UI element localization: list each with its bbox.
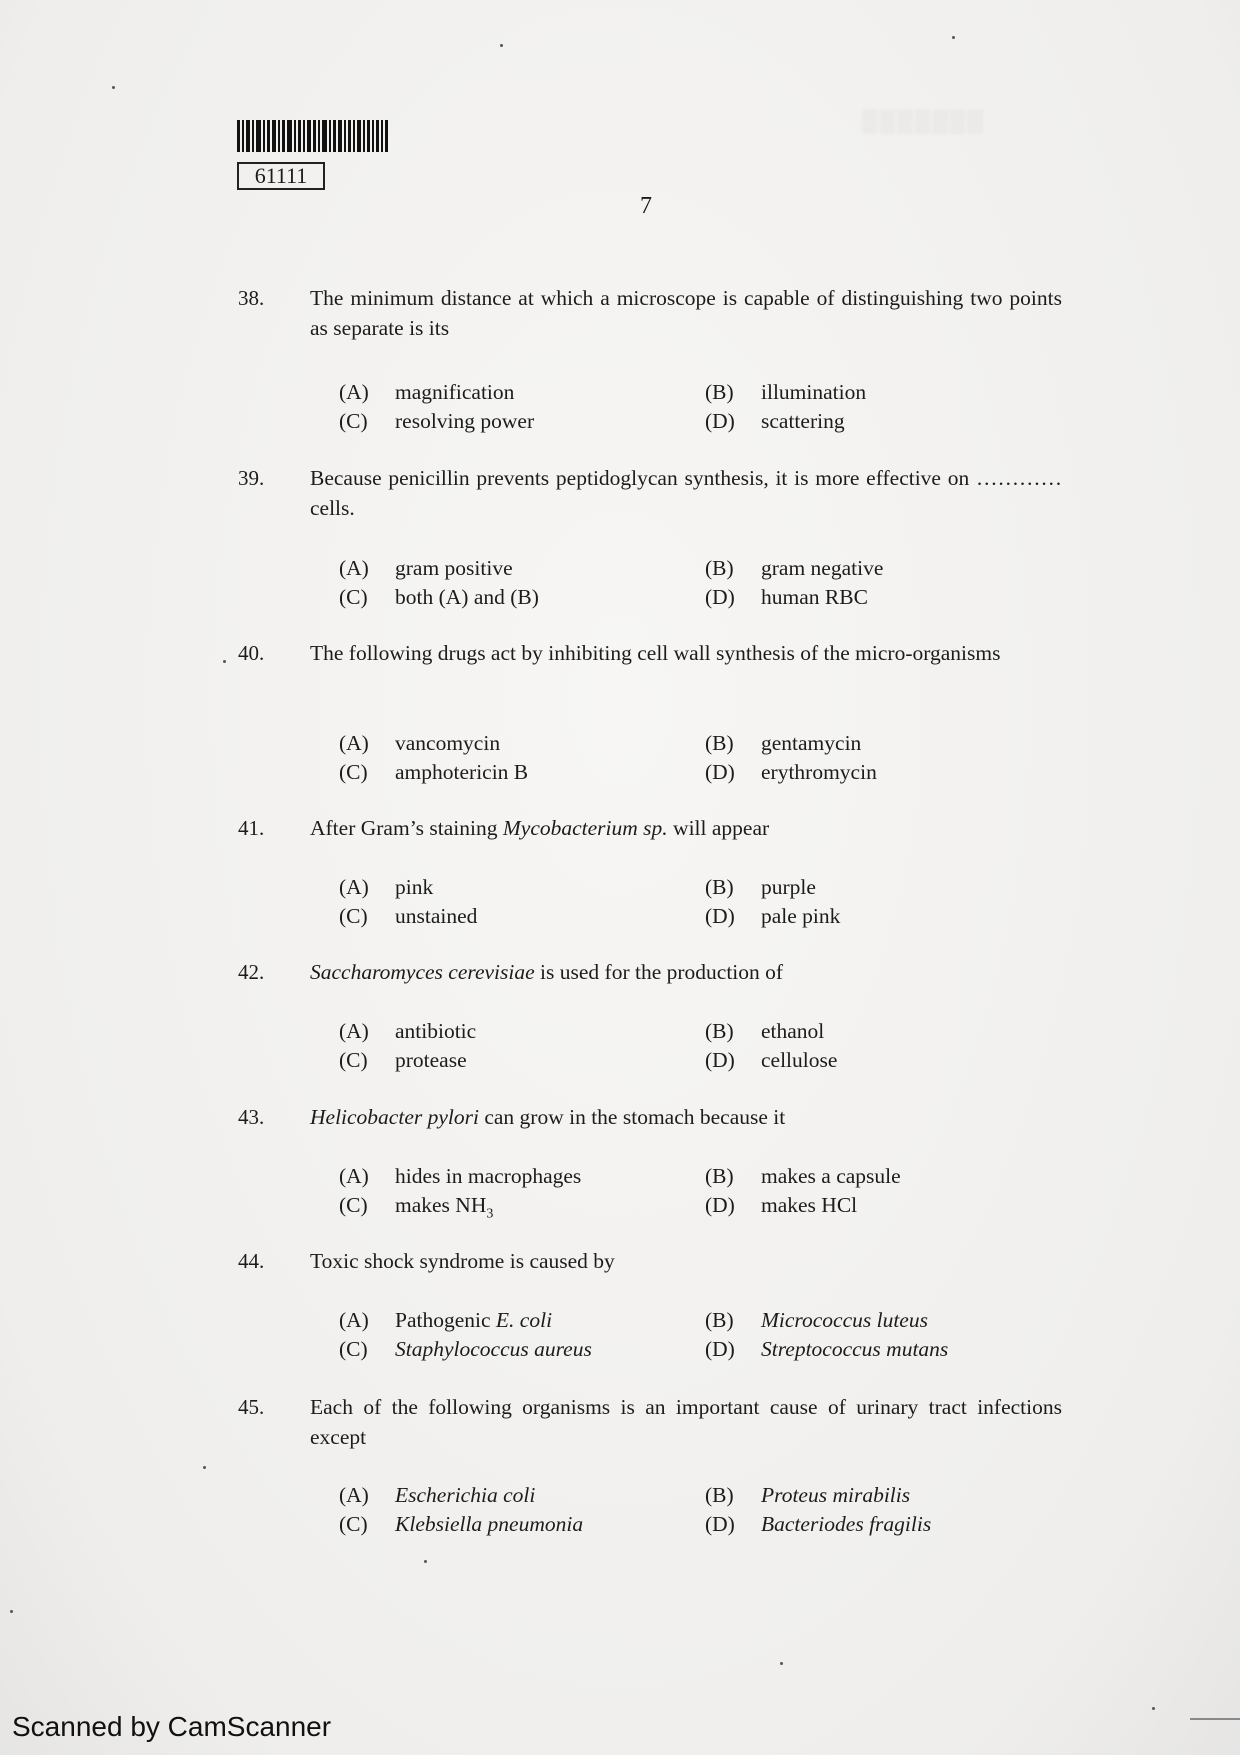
option-b: (B) purple bbox=[705, 875, 816, 899]
option-d: (D) cellulose bbox=[705, 1048, 838, 1072]
option-b: (B) gram negative bbox=[705, 556, 884, 580]
option-a: (A) antibiotic bbox=[339, 1019, 477, 1043]
scan-speck bbox=[952, 36, 955, 39]
question-number: 43. bbox=[238, 1105, 265, 1129]
option-b: (B) makes a capsule bbox=[705, 1164, 901, 1188]
option-b: (B) ethanol bbox=[705, 1019, 825, 1043]
option-c: (C) amphotericin B bbox=[339, 760, 529, 784]
question-text: Because penicillin prevents peptidoglycan synthesis, it is more effective on ………… cells. bbox=[310, 466, 1062, 520]
option-b: (B) Micrococcus luteus bbox=[705, 1308, 928, 1332]
option-a: (A) hides in macrophages bbox=[339, 1164, 582, 1188]
option-d: (D) erythromycin bbox=[705, 760, 877, 784]
option-d: (D) human RBC bbox=[705, 585, 868, 609]
question-text: The minimum distance at which a microscope is capable of distinguishing two points as separate is its bbox=[310, 286, 1062, 340]
scan-speck bbox=[112, 86, 115, 89]
option-b: (B) gentamycin bbox=[705, 731, 862, 755]
option-c: (C) protease bbox=[339, 1048, 467, 1072]
scan-speck bbox=[500, 44, 503, 47]
option-d: (D) Bacteriodes fragilis bbox=[705, 1512, 932, 1536]
scanner-watermark: Scanned by CamScanner bbox=[12, 1711, 332, 1742]
question-number: 44. bbox=[238, 1249, 265, 1273]
option-c: (C) Staphylococcus aureus bbox=[339, 1337, 592, 1361]
question-text: Toxic shock syndrome is caused by bbox=[310, 1249, 615, 1273]
option-c: (C) makes $NH_3$ bbox=[339, 1193, 494, 1222]
option-a: (A) Pathogenic E. coli bbox=[339, 1308, 553, 1332]
option-a: (A) Escherichia coli bbox=[339, 1483, 536, 1507]
scan-edge bbox=[1190, 1718, 1240, 1720]
scan-speck bbox=[203, 1466, 206, 1469]
question-number: 39. bbox=[238, 466, 265, 490]
scan-speck bbox=[10, 1610, 13, 1613]
option-b: (B) Proteus mirabilis bbox=[705, 1483, 911, 1507]
bleed-through-mark: ▒▒▒▒▒▒▒ bbox=[862, 108, 986, 133]
option-a: (A) pink bbox=[339, 875, 434, 899]
question-text: The following drugs act by inhibiting cell wall synthesis of the micro-organisms bbox=[310, 641, 1001, 665]
question-number: 45. bbox=[238, 1395, 265, 1419]
question-text: Helicobacter pylori can grow in the stomach because it bbox=[310, 1105, 786, 1129]
question-number: 38. bbox=[238, 286, 265, 310]
scan-speck bbox=[223, 660, 226, 663]
paper-code: 61111 bbox=[237, 162, 325, 190]
scan-speck bbox=[1152, 1707, 1155, 1710]
option-a: (A) gram positive bbox=[339, 556, 513, 580]
option-d: (D) scattering bbox=[705, 409, 845, 433]
question-number: 42. bbox=[238, 960, 265, 984]
option-c: (C) Klebsiella pneumonia bbox=[339, 1512, 584, 1536]
question-text: After Gram’s staining Mycobacterium sp. will appear bbox=[310, 816, 770, 840]
option-d: (D) makes HCl bbox=[705, 1193, 858, 1217]
question-text: Each of the following organisms is an important cause of urinary tract infections except bbox=[310, 1395, 1062, 1449]
option-a: (A) vancomycin bbox=[339, 731, 501, 755]
option-a: (A) magnification bbox=[339, 380, 515, 404]
option-b: (B) illumination bbox=[705, 380, 867, 404]
option-c: (C) unstained bbox=[339, 904, 478, 928]
question-number: 41. bbox=[238, 816, 265, 840]
option-c: (C) both (A) and (B) bbox=[339, 585, 539, 609]
option-d: (D) Streptococcus mutans bbox=[705, 1337, 949, 1361]
option-d: (D) pale pink bbox=[705, 904, 841, 928]
question-number: 40. bbox=[238, 641, 265, 665]
scan-speck bbox=[424, 1560, 427, 1563]
question-text: Saccharomyces cerevisiae is used for the production of bbox=[310, 960, 784, 984]
option-c: (C) resolving power bbox=[339, 409, 535, 433]
barcode bbox=[237, 120, 395, 152]
page-number: 7 bbox=[640, 193, 652, 219]
scan-speck bbox=[780, 1662, 783, 1665]
